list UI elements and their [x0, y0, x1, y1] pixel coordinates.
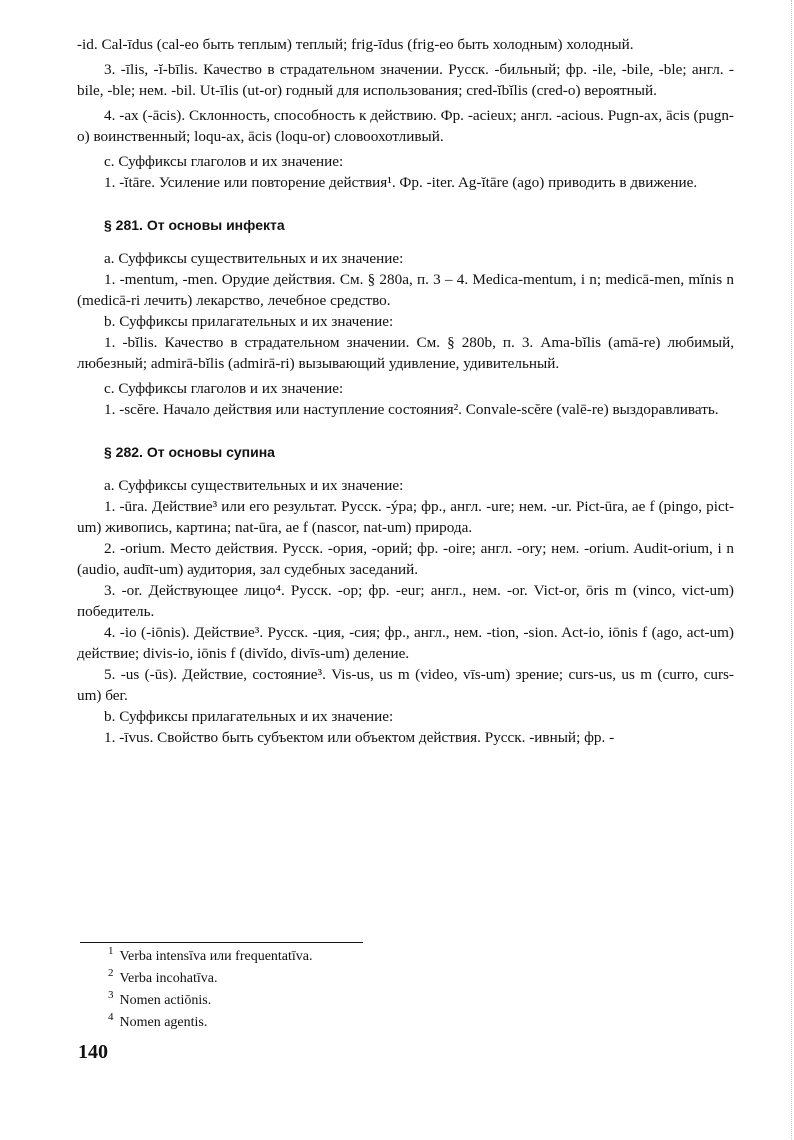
paragraph-ura: [77, 496, 734, 538]
paragraph-itare: [77, 172, 734, 193]
footnote-text: Nomen actiōnis.: [119, 993, 212, 1008]
para-text: 1. -ĭtāre. Усиление или повторение действия¹. Фр. -iter. Ag-ĭtāre (ago) приводить в движение.: [104, 174, 698, 191]
footnote-3: [108, 990, 508, 1012]
para-text: 3. -īlis, -ĭ-bīlis. Качество в страдательном значении. Русск. -бильный; фр. -ile, -bile, -ble; англ. -bile, -ble; нем. -bil. Ut-īlis (ut-or) годный для использования; cred-ĭbĭlis (cred-o) вероятный.: [77, 61, 734, 99]
paragraph-us: [77, 664, 734, 706]
paragraph-io: [77, 622, 734, 664]
main-text: [77, 34, 734, 748]
subheading-text: b. Суффиксы прилагательных и их значение:: [104, 708, 394, 725]
footnote-mark: 1: [108, 945, 114, 958]
para-text: -id. Cal-īdus (cal-eo быть теплым) теплый; frig-īdus (frig-eo быть холодным) холодный.: [77, 36, 634, 53]
para-text: 1. -scĕre. Начало действия или наступление состояния². Convale-scĕre (valē-re) выздоравливать.: [104, 401, 719, 418]
subheading-noun-suffixes: [77, 248, 734, 269]
footnote-text: Verba intensīva или frequentatīva.: [119, 949, 313, 964]
para-text: 2. -orium. Место действия. Русск. -ория, -орий; фр. -oire; англ. -ory; нем. -orium. Audit-orium, i n (audio, audīt-um) аудитория, зал судебных заседаний.: [77, 540, 734, 578]
footnote-divider: [80, 942, 363, 943]
section-heading-282: § 282. От основы супина: [104, 444, 275, 460]
footnote-text: Nomen agentis.: [119, 1015, 208, 1030]
paragraph-ivus: [77, 727, 734, 748]
scan-edge: [790, 0, 792, 1140]
footnotes: [108, 946, 508, 1034]
subheading-text: b. Суффиксы прилагательных и их значение:: [104, 313, 394, 330]
para-text: 4. -io (-iōnis). Действие³. Русск. -ция, -сия; фр., англ., нем. -tion, -sion. Act-io, iōnis f (ago, act-um) действие; divis-io, iōnis f (divĭdo, divīs-um) деление.: [77, 624, 734, 662]
paragraph-ilis: [77, 59, 734, 101]
footnote-mark: 2: [108, 967, 114, 980]
footnote-text: Verba incohatīva.: [119, 971, 218, 986]
footnote-2: [108, 968, 508, 990]
footnote-mark: 4: [108, 1011, 114, 1024]
footnote-mark: 3: [108, 989, 114, 1002]
subheading-adjective-suffixes: [77, 311, 734, 332]
paragraph-mentum: [77, 269, 734, 311]
subheading-text: c. Суффиксы глаголов и их значение:: [104, 380, 344, 397]
footnote-1: [108, 946, 508, 968]
page-number: 140: [78, 1041, 108, 1063]
para-text: 1. -ūra. Действие³ или его результат. Русск. -ýра; фр., англ. -ure; нем. -ur. Pict-ūra, ae f (pingo, pict-um) живопись, картина; nat-ūra, ae f (nascor, nat-um) природа.: [77, 498, 734, 536]
para-text: 1. -īvus. Свойство быть субъектом или объектом действия. Русск. -ивный; фр. -: [104, 729, 615, 746]
subheading-text: a. Суффиксы существительных и их значение:: [104, 477, 404, 494]
subheading-noun-suffixes-2: [77, 475, 734, 496]
paragraph-idus: [77, 34, 734, 55]
subheading-text: c. Суффиксы глаголов и их значение:: [104, 153, 344, 170]
para-text: 1. -mentum, -men. Орудие действия. См. § 280a, п. 3 – 4. Medica-mentum, i n; medicā-men, mĭnis n (medicā-ri лечить) лекарство, лечебное средство.: [77, 271, 734, 309]
para-text: 5. -us (-ūs). Действие, состояние³. Vis-us, us m (video, vīs-um) зрение; curs-us, us m (curro, curs-um) бег.: [77, 666, 734, 704]
subheading-verb-suffixes: [77, 151, 734, 172]
para-text: 3. -or. Действующее лицо⁴. Русск. -ор; фр. -eur; англ., нем. -or. Vict-or, ōris m (vinco, vict-um) победитель.: [77, 582, 734, 620]
paragraph-ax: [77, 105, 734, 147]
paragraph-or: [77, 580, 734, 622]
para-text: 1. -bĭlis. Качество в страдательном значении. См. § 280b, п. 3. Ama-bĭlis (amā-re) любимый, любезный; admirā-bĭlis (admirā-ri) вызывающий удивление, удивительный.: [77, 334, 734, 372]
paragraph-orium: [77, 538, 734, 580]
paragraph-bilis: [77, 332, 734, 374]
subheading-text: a. Суффиксы существительных и их значение:: [104, 250, 404, 267]
subheading-adjective-suffixes-2: [77, 706, 734, 727]
subheading-verb-suffixes-2: [77, 378, 734, 399]
footnote-4: [108, 1012, 508, 1034]
para-text: 4. -ax (-ācis). Склонность, способность к действию. Фр. -acieux; англ. -acious. Pugn-ax, ācis (pugn-o) воинственный; loqu-ax, ācis (loqu-or) словоохотливый.: [77, 107, 734, 145]
paragraph-scere: [77, 399, 734, 420]
section-heading-281: § 281. От основы инфекта: [104, 217, 285, 233]
